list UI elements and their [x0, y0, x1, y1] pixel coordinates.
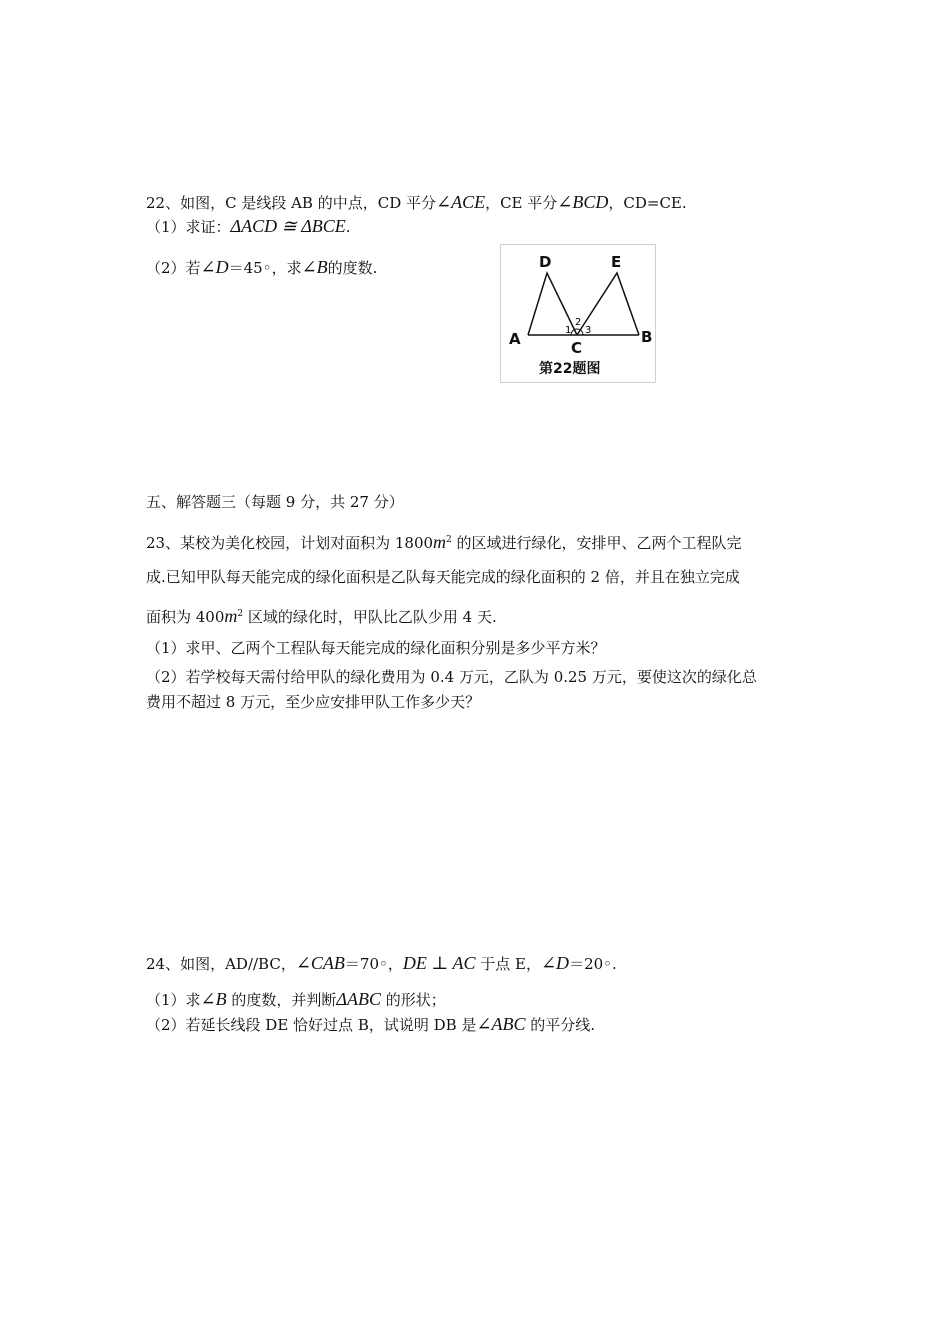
q22-stem: 22、如图，C 是线段 AB 的中点，CD 平分∠ACE，CE 平分∠BCD，CD=CE. — [146, 192, 687, 212]
label-c: C — [571, 339, 583, 357]
unit-m: m — [433, 532, 447, 552]
label-d: D — [539, 253, 552, 271]
q24-stem: 24、如图，AD//BC，∠CAB＝70◦，DE ⊥ AC 于点 E，∠D＝20◦. — [146, 953, 617, 973]
figure-caption: 第22题图 — [539, 361, 601, 377]
q24-part2: （2）若延长线段 DE 恰好过点 B，试说明 DB 是∠ABC 的平分线. — [146, 1014, 596, 1034]
angle-cab: ∠CAB — [295, 953, 345, 973]
q22-figure — [500, 244, 656, 383]
q22-part2: （2）若∠D＝45◦，求∠B的度数. — [146, 257, 378, 277]
section-heading: 五、解答题三（每题 9 分，共 27 分） — [146, 493, 404, 511]
angle-label-2: 2 — [575, 317, 582, 328]
angle-d: ∠D — [540, 953, 570, 973]
angle-bcd: ∠BCD — [557, 192, 609, 212]
perpendicular-expr: DE ⊥ AC — [402, 953, 476, 973]
angle-b: ∠B — [200, 989, 227, 1009]
q24-part1: （1）求∠B 的度数，并判断ΔABC 的形状； — [146, 989, 446, 1009]
q23-part1: （1）求甲、乙两个工程队每天能完成的绿化面积分别是多少平方米？ — [146, 639, 606, 657]
triangles-diagram — [501, 245, 655, 382]
label-e: E — [611, 253, 622, 271]
angle-abc: ∠ABC — [476, 1014, 526, 1034]
q23-part2-line2: 费用不超过 8 万元，至少应安排甲队工作多少天？ — [146, 693, 481, 711]
q23-part2-line1: （2）若学校每天需付给甲队的绿化费用为 0.4 万元，乙队为 0.25 万元，要使这次的绿化总 — [146, 668, 757, 686]
angle-d: ∠D — [200, 257, 229, 277]
angle-label-1: 1 — [565, 325, 572, 336]
unit-m: m — [224, 606, 238, 626]
angle-ace: ∠ACE — [436, 192, 486, 212]
label-a: A — [509, 330, 521, 348]
q23-line1: 23、某校为美化校园，计划对面积为 $1800m^2$ 的区域进行绿化，安排甲、乙两个工程队完 — [146, 532, 742, 552]
q23-line3: 面积为 $400m^2$ 区域的绿化时，甲队比乙队少用 4 天. — [146, 606, 497, 626]
angle-b: ∠B — [301, 257, 328, 277]
angle-label-3: 3 — [585, 325, 592, 336]
congruence-expr: ΔACD ≅ ΔBCE — [230, 216, 346, 236]
label-b: B — [641, 328, 653, 346]
q22-part1: （1）求证：ΔACD ≅ ΔBCE. — [146, 216, 351, 236]
triangle-abc: ΔABC — [336, 989, 381, 1009]
q23-line2: 成.已知甲队每天能完成的绿化面积是乙队每天能完成的绿化面积的 2 倍，并且在独立完成 — [146, 568, 740, 586]
